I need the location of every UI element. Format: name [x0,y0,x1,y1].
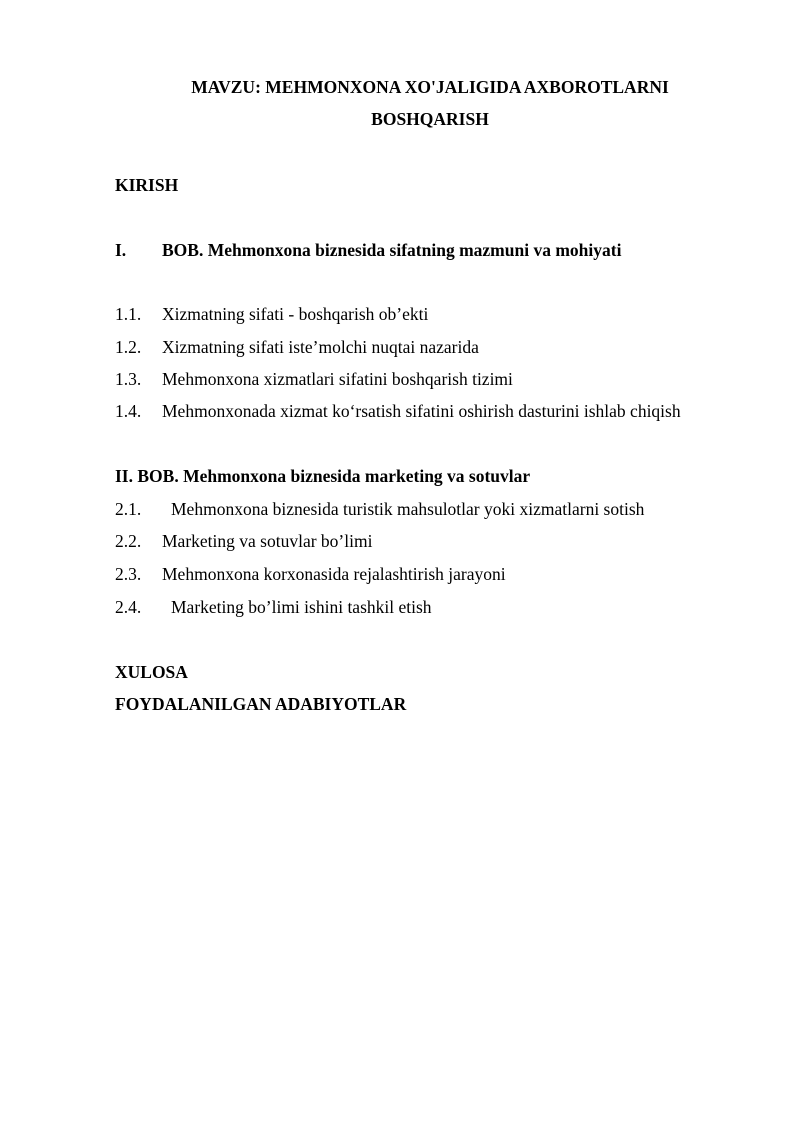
toc-item-number: 1.1. [115,304,142,324]
toc-item-title: Mehmonxona korxonasida rejalashtirish jarayoni [162,564,506,584]
toc-item-number: 1.3. [115,369,142,389]
chapter2-heading: II. BOB. Mehmonxona biznesida marketing va sotuvlar [115,466,531,486]
toc-item-title: Xizmatning sifati iste’molchi nuqtai nazarida [162,337,479,357]
references-heading: FOYDALANILGAN ADABIYOTLAR [115,694,407,714]
conclusion-heading: XULOSA [115,662,188,682]
toc-item-number: 2.1. [115,499,142,519]
toc-item-number: 1.4. [115,401,142,421]
intro-heading: KIRISH [115,175,179,195]
toc-item-number: 2.3. [115,564,142,584]
toc-item-title: Mehmonxona xizmatlari sifatini boshqarish tizimi [162,369,513,389]
toc-item-title: Marketing va sotuvlar bo’limi [162,531,373,551]
toc-item-number: 1.2. [115,337,142,357]
document-title-line1: MAVZU: MEHMONXONA XO'JALIGIDA AXBOROTLARNI [191,77,669,97]
toc-item-title: Mehmonxonada xizmat ko‘rsatish sifatini oshirish dasturini ishlab chiqish [162,401,681,421]
toc-item-number: 2.4. [115,597,142,617]
toc-item-number: 2.2. [115,531,142,551]
document-title-line2: BOSHQARISH [371,109,489,129]
toc-item-title: Marketing bo’limi ishini tashkil etish [171,597,432,617]
toc-item-title: Xizmatning sifati - boshqarish ob’ekti [162,304,429,324]
chapter1-number: I. [115,240,127,260]
chapter1-title: BOB. Mehmonxona biznesida sifatning mazmuni va mohiyati [162,240,622,260]
toc-item-title: Mehmonxona biznesida turistik mahsulotlar yoki xizmatlarni sotish [171,499,645,519]
